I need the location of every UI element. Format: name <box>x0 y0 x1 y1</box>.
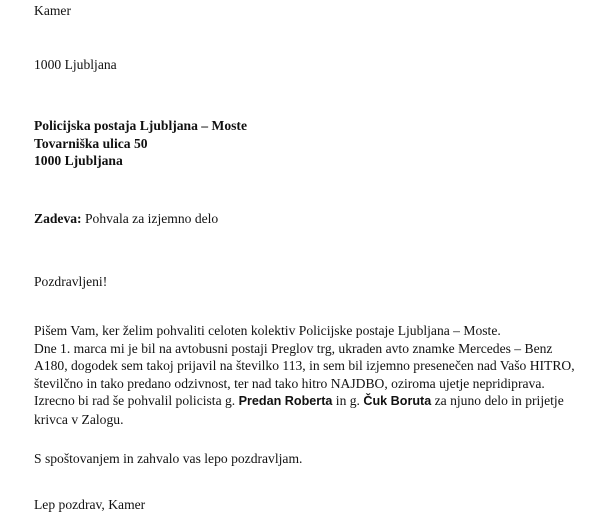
officer-name-2: Čuk Boruta <box>363 394 432 408</box>
sender-name: Kamer <box>34 3 71 18</box>
recipient-line-1: Policijska postaja Ljubljana – Moste <box>34 118 247 133</box>
body-line-5 <box>34 392 586 411</box>
body-line-3: A180, dogodek sem takoj prijavil na številko 113, in sem bil izjemno presenečen nad Vašo HITRO, <box>34 358 575 373</box>
body-line-4: številčno in tako predano odzivnost, ter nad tako hitro NAJDBO, oziroma ujetje nepridiprava. <box>34 375 545 391</box>
subject-text: Pohvala za izjemno delo <box>81 211 219 226</box>
body-line-5-start: Izrecno bi rad še pohvalil policista g. <box>34 393 239 408</box>
body-line-2: Dne 1. marca mi je bil na avtobusni postaji Preglov trg, ukraden avto znamke Mercedes – Benz <box>34 340 553 356</box>
subject-line <box>34 210 586 228</box>
signoff: Lep pozdrav, Kamer <box>34 497 146 512</box>
recipient-line-2: Tovarniška ulica 50 <box>34 135 148 151</box>
greeting: Pozdravljeni! <box>34 274 108 289</box>
letter-body <box>34 322 586 428</box>
body-line-1: Pišem Vam, ker želim pohvaliti celoten kolektiv Policijske postaje Ljubljana – Moste. <box>34 323 501 338</box>
body-line-6: krivca v Zalogu. <box>34 411 124 427</box>
recipient-line-3: 1000 Ljubljana <box>34 153 123 168</box>
body-line-5-middle: in g. <box>332 393 364 408</box>
recipient-address <box>34 117 586 170</box>
subject-label: Zadeva: <box>34 211 82 226</box>
sender-city: 1000 Ljubljana <box>34 57 117 72</box>
body-line-5-end: za njuno delo in prijetje <box>431 393 564 408</box>
closing: S spoštovanjem in zahvalo vas lepo pozdravljam. <box>34 451 303 466</box>
officer-name-1: Predan Roberta <box>238 394 333 408</box>
